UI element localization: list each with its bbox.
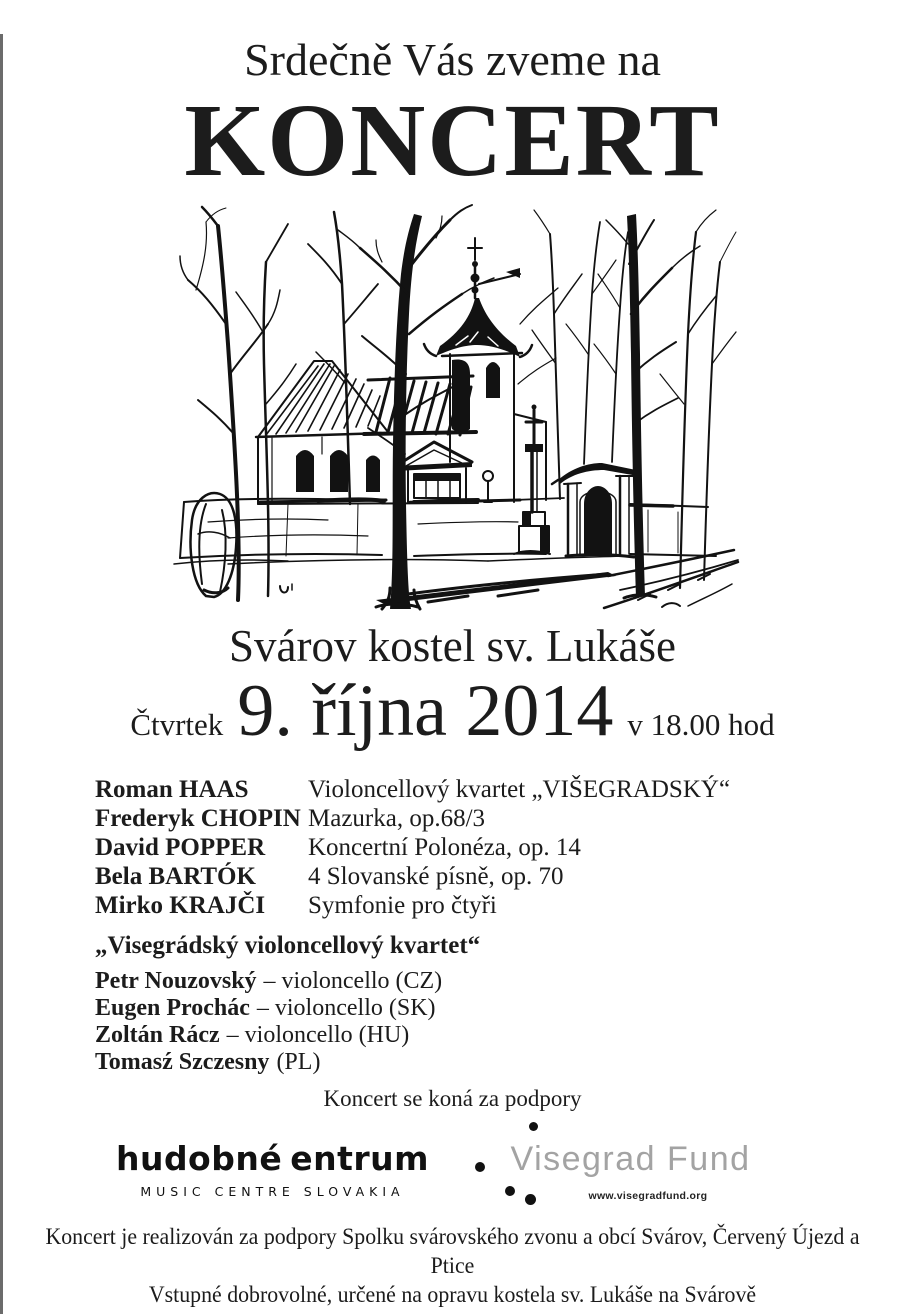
- member-row: [95, 1022, 905, 1049]
- foreground-tree: [338, 205, 494, 609]
- left-bush: [174, 493, 288, 597]
- composer-name: Frederyk CHOPIN: [95, 805, 301, 832]
- piece-title: Symfonie pro čtyři: [308, 892, 497, 919]
- member-row: [95, 995, 905, 1022]
- footer-line1: Koncert je realizován za podpory Spolku svárovského zvonu a obcí Svárov, Červený Újezd a Ptice: [45, 1224, 860, 1278]
- member-name: Zoltán Rácz: [95, 1022, 220, 1048]
- piece-title: Koncertní Polonéza, op. 14: [308, 834, 581, 861]
- concert-poster: [0, 34, 905, 1314]
- member-detail: (PL): [276, 1049, 321, 1075]
- piece-title: Mazurka, op.68/3: [308, 805, 486, 832]
- composer-name: David POPPER: [95, 834, 266, 861]
- music-centre-word2: entrum: [290, 1138, 430, 1178]
- event-date: 9. října 2014: [237, 670, 614, 752]
- music-centre-word1: hudobné: [115, 1138, 283, 1178]
- support-heading: Koncert se koná za podpory: [323, 1086, 582, 1111]
- program-row: [95, 891, 905, 920]
- ground-and-road: [228, 550, 738, 608]
- member-detail: – violoncello (HU): [226, 1022, 410, 1048]
- member-name: Petr Nouzovský: [95, 968, 257, 994]
- visegrad-dot-icon: [525, 1194, 536, 1205]
- left-trees: [180, 207, 378, 600]
- music-centre-subline: MUSIC CENTRE SLOVAKIA: [140, 1184, 405, 1199]
- music-centre-logo: [117, 1118, 429, 1199]
- composer-name: Mirko KRAJČI: [95, 892, 266, 919]
- member-detail: – violoncello (SK): [256, 995, 436, 1021]
- visegrad-dot-icon: [505, 1186, 515, 1196]
- church-porch: [396, 442, 472, 502]
- members-list: [95, 968, 905, 1076]
- poster-title: KONCERT: [184, 83, 721, 198]
- sponsor-logos: [0, 1118, 905, 1210]
- footer-line2: Vstupné dobrovolné, určené na opravu kostela sv. Lukáše na Svárově: [148, 1282, 757, 1307]
- program-row: [95, 804, 905, 833]
- visegrad-fund-name: Visegrad Fund: [510, 1140, 751, 1178]
- venue-text: Svárov kostel sv. Lukáše: [228, 621, 676, 671]
- member-name: Tomasź Szczesny: [95, 1049, 270, 1075]
- invitation-text: Srdečně Vás zveme na: [244, 34, 661, 85]
- footer: [23, 1222, 883, 1309]
- visegrad-dot-icon: [529, 1122, 538, 1131]
- ensemble-title: „Visegrádský violoncellový kvartet“: [95, 932, 481, 959]
- date-line: [0, 671, 905, 751]
- program-row: [95, 833, 905, 862]
- event-day: Čtvrtek: [130, 707, 224, 742]
- program-row: [95, 862, 905, 891]
- member-row: [95, 968, 905, 995]
- composer-name: Bela BARTÓK: [95, 863, 256, 890]
- member-row: [95, 1049, 905, 1076]
- visegrad-fund-logo: [459, 1118, 789, 1210]
- music-centre-wordmark: [117, 1134, 429, 1182]
- member-detail: – violoncello (CZ): [263, 968, 443, 994]
- page-edge-line: [0, 34, 3, 1314]
- program-list: [95, 775, 905, 920]
- church-illustration: [167, 204, 739, 609]
- church-nave: [256, 361, 478, 504]
- member-name: Eugen Prochác: [95, 995, 250, 1021]
- composer-name: Roman HAAS: [95, 776, 249, 803]
- program-row: [95, 775, 905, 804]
- visegrad-dot-icon: [475, 1162, 485, 1172]
- visegrad-fund-url: www.visegradfund.org: [588, 1190, 708, 1202]
- piece-title: Violoncellový kvartet „VIŠEGRADSKÝ“: [308, 776, 731, 803]
- event-time: v 18.00 hod: [627, 707, 775, 742]
- cross-monument: [514, 405, 550, 555]
- piece-title: 4 Slovanské písně, op. 70: [308, 863, 564, 890]
